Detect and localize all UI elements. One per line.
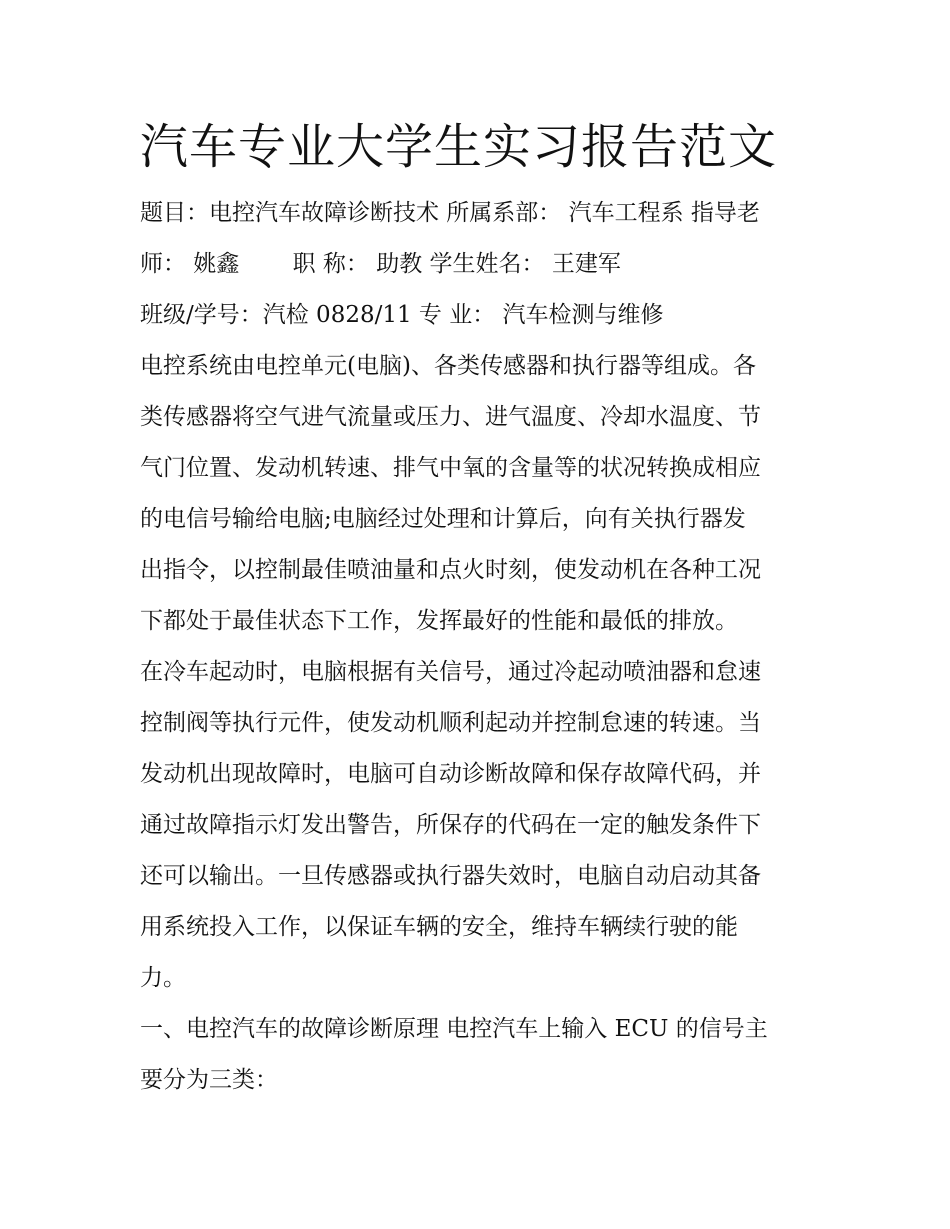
- text-line: 气门位置、发动机转速、排气中氧的含量等的状况转换成相应: [140, 455, 761, 481]
- text-line: 还可以输出。一旦传感器或执行器失效时，电脑自动启动其备: [140, 863, 761, 889]
- text-line: 出指令，以控制最佳喷油量和点火时刻，使发动机在各种工况: [140, 557, 761, 583]
- text-line: 的电信号输给电脑;电脑经过处理和计算后，向有关执行器发: [140, 506, 746, 532]
- text-line-info-1: 题目：电控汽车故障诊断技术 所属系部： 汽车工程系 指导老: [140, 200, 760, 226]
- text-line: 用系统投入工作，以保证车辆的安全，维持车辆续行驶的能: [140, 914, 738, 940]
- text-line: 下都处于最佳状态下工作，发挥最好的性能和最低的排放。: [140, 608, 738, 634]
- text-line: 电控系统由电控单元(电脑)、各类传感器和执行器等组成。各: [140, 353, 756, 379]
- text-line: 在冷车起动时，电脑根据有关信号，通过冷起动喷油器和怠速: [140, 659, 761, 685]
- document-body: [140, 112, 820, 1106]
- document-title: 汽车专业大学生实习报告范文: [140, 119, 778, 175]
- text-line: 通过故障指示灯发出警告，所保存的代码在一定的触发条件下: [140, 812, 761, 838]
- text-line-info-3: 班级/学号：汽检 0828/11 专 业： 汽车检测与维修: [140, 302, 664, 328]
- section-heading-line: 一、电控汽车的故障诊断原理 电控汽车上输入 ECU 的信号主: [140, 1016, 768, 1042]
- text-line: 要分为三类：: [140, 1067, 278, 1093]
- text-line: 发动机出现故障时，电脑可自动诊断故障和保存故障代码，并: [140, 761, 761, 787]
- text-line: 类传感器将空气进气流量或压力、进气温度、冷却水温度、节: [140, 404, 761, 430]
- text-line: 力。: [140, 965, 186, 991]
- text-line-info-2: 师： 姚鑫 职 称： 助教 学生姓名： 王建军: [140, 251, 621, 277]
- text-line: 控制阀等执行元件，使发动机顺利起动并控制怠速的转速。当: [140, 710, 761, 736]
